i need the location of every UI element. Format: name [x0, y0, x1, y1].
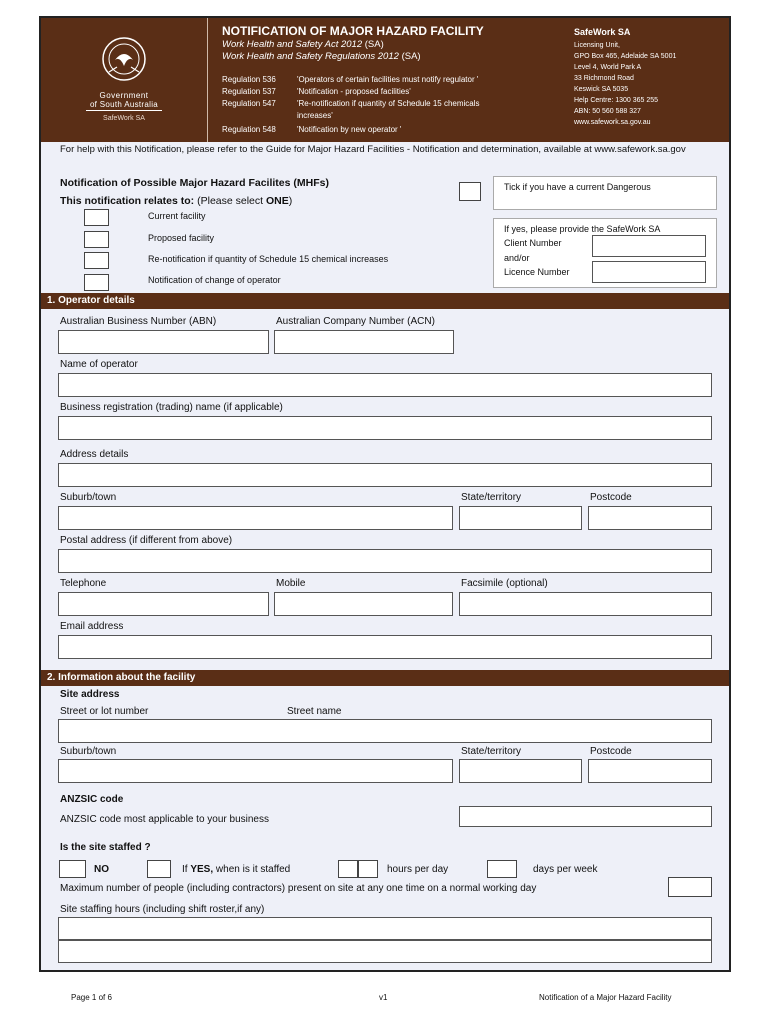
mobile-label: Mobile: [276, 578, 306, 589]
suburb-input[interactable]: [58, 506, 453, 530]
option-renotification: Re-notification if quantity of Schedule 15 chemical increases: [148, 254, 389, 264]
site-state-input[interactable]: [459, 759, 582, 783]
safework-line: Licensing Unit,: [574, 42, 620, 49]
hours-digit-2[interactable]: [358, 860, 378, 878]
safework-line: Help Centre: 1300 365 255: [574, 97, 659, 104]
staffed-no-checkbox[interactable]: [59, 860, 86, 878]
form-header: [41, 18, 729, 142]
tick-text: Tick if you have a current Dangerous: [504, 182, 651, 192]
postal-input[interactable]: [58, 549, 712, 573]
yes-label: If YES, when is it staffed: [182, 864, 291, 875]
safework-name: SafeWork SA: [574, 27, 631, 37]
street-name-label: Street name: [287, 706, 342, 717]
page-number: Page 1 of 6: [71, 993, 112, 1002]
state-label: State/territory: [461, 492, 522, 503]
andor-label: and/or: [504, 253, 530, 263]
postcode-label: Postcode: [590, 492, 632, 503]
site-postcode-label: Postcode: [590, 746, 632, 757]
max-people-input[interactable]: [668, 877, 712, 897]
client-number-label: Client Number: [504, 238, 562, 248]
crest-icon: [101, 36, 147, 82]
provide-text: If yes, please provide the SafeWork SA: [504, 224, 661, 234]
operator-name-input[interactable]: [58, 373, 712, 397]
staffed-yes-checkbox[interactable]: [147, 860, 171, 878]
address-label: Address details: [60, 449, 129, 460]
logo-line-1: Government: [99, 91, 149, 100]
acn-label: Australian Company Number (ACN): [276, 316, 435, 327]
section-1-header: 1. Operator details: [41, 293, 729, 309]
checkbox-change-operator[interactable]: [84, 274, 109, 291]
relates-to-label: This notification relates to: (Please select ONE): [60, 195, 293, 207]
anzsic-label: ANZSIC code most applicable to your business: [60, 814, 269, 825]
operator-name-label: Name of operator: [60, 359, 138, 370]
postal-label: Postal address (if different from above): [60, 535, 233, 546]
hours-per-day-label: hours per day: [387, 864, 449, 875]
logo-line-3: SafeWork SA: [103, 115, 145, 122]
abn-label: Australian Business Number (ABN): [60, 316, 217, 327]
days-per-week-label: days per week: [533, 864, 598, 875]
act-reference: Work Health and Safety Act 2012 (SA): [222, 39, 384, 50]
licence-panel: [493, 218, 717, 288]
checkbox-current-facility[interactable]: [84, 209, 109, 226]
staffing-hours-label: Site staffing hours (including shift roster,if any): [60, 904, 265, 915]
fax-input[interactable]: [459, 592, 712, 616]
street-number-label: Street or lot number: [60, 706, 149, 717]
business-name-input[interactable]: [58, 416, 712, 440]
safework-line: GPO Box 465, Adelaide SA 5001: [574, 53, 677, 60]
email-input[interactable]: [58, 635, 712, 659]
section-2-header: 2. Information about the facility: [41, 670, 729, 686]
safework-line: Level 4, World Park A: [574, 64, 642, 71]
street-input[interactable]: [58, 719, 712, 743]
site-postcode-input[interactable]: [588, 759, 712, 783]
days-per-week-input[interactable]: [487, 860, 517, 878]
option-current-facility: Current facility: [148, 211, 206, 221]
hours-digit-1[interactable]: [338, 860, 358, 878]
safework-website: www.safework.sa.gov.au: [574, 119, 651, 126]
regulation-548: Regulation 548 'Notification by new operator ': [222, 125, 402, 134]
mobile-input[interactable]: [274, 592, 453, 616]
state-input[interactable]: [459, 506, 582, 530]
anzsic-title: ANZSIC code: [60, 794, 124, 805]
regulation-536: Regulation 536 'Operators of certain facilities must notify regulator ': [222, 75, 479, 84]
regulation-537: Regulation 537 'Notification - proposed facilities': [222, 87, 411, 96]
business-name-label: Business registration (trading) name (if applicable): [60, 402, 283, 413]
dangerous-goods-tick[interactable]: [459, 182, 481, 201]
mhf-title: Notification of Possible Major Hazard Facilites (MHFs): [60, 177, 329, 189]
max-people-label: Maximum number of people (including contractors) present on site at any one time on a normal working day: [60, 883, 537, 894]
site-state-label: State/territory: [461, 746, 522, 757]
regulation-547-cont: increases': [297, 111, 333, 120]
page-title: NOTIFICATION OF MAJOR HAZARD FACILITY: [222, 24, 484, 38]
licence-number-label: Licence Number: [504, 267, 570, 277]
regulations-reference: Work Health and Safety Regulations 2012 (SA): [222, 51, 421, 62]
safework-line: 33 Richmond Road: [574, 75, 634, 82]
logo-line-2: of South Australia: [89, 100, 159, 109]
safework-line: Keswick SA 5035: [574, 86, 629, 93]
site-suburb-input[interactable]: [58, 759, 453, 783]
licence-number-input[interactable]: [592, 261, 706, 283]
checkbox-proposed-facility[interactable]: [84, 231, 109, 248]
acn-input[interactable]: [274, 330, 454, 354]
no-label: NO: [94, 864, 109, 875]
staffing-hours-input-2[interactable]: [58, 940, 712, 963]
postcode-input[interactable]: [588, 506, 712, 530]
fax-label: Facsimile (optional): [461, 578, 548, 589]
checkbox-renotification[interactable]: [84, 252, 109, 269]
client-number-input[interactable]: [592, 235, 706, 257]
form-frame: [39, 16, 731, 972]
telephone-label: Telephone: [60, 578, 107, 589]
site-suburb-label: Suburb/town: [60, 746, 117, 757]
safework-line: ABN: 50 560 588 327: [574, 108, 641, 115]
staffed-question: Is the site staffed ?: [60, 842, 151, 853]
abn-input[interactable]: [58, 330, 269, 354]
address-input[interactable]: [58, 463, 712, 487]
header-divider: [207, 18, 208, 142]
option-change-operator: Notification of change of operator: [148, 275, 281, 285]
staffing-hours-input-1[interactable]: [58, 917, 712, 940]
tick-panel: [493, 176, 717, 210]
site-address-label: Site address: [60, 689, 120, 700]
suburb-label: Suburb/town: [60, 492, 117, 503]
government-logo: [41, 18, 207, 142]
anzsic-input[interactable]: [459, 806, 712, 827]
telephone-input[interactable]: [58, 592, 269, 616]
help-text: For help with this Notification, please refer to the Guide for Major Hazard Facilities - Notification and determination, available at www.safework.sa.gov: [60, 144, 686, 155]
regulation-547: Regulation 547 'Re-notification if quantity of Schedule 15 chemicals: [222, 99, 480, 108]
logo-divider: [86, 110, 162, 111]
document-name: Notification of a Major Hazard Facility: [539, 993, 672, 1002]
version: v1: [379, 993, 388, 1002]
email-label: Email address: [60, 621, 124, 632]
option-proposed-facility: Proposed facility: [148, 233, 215, 243]
